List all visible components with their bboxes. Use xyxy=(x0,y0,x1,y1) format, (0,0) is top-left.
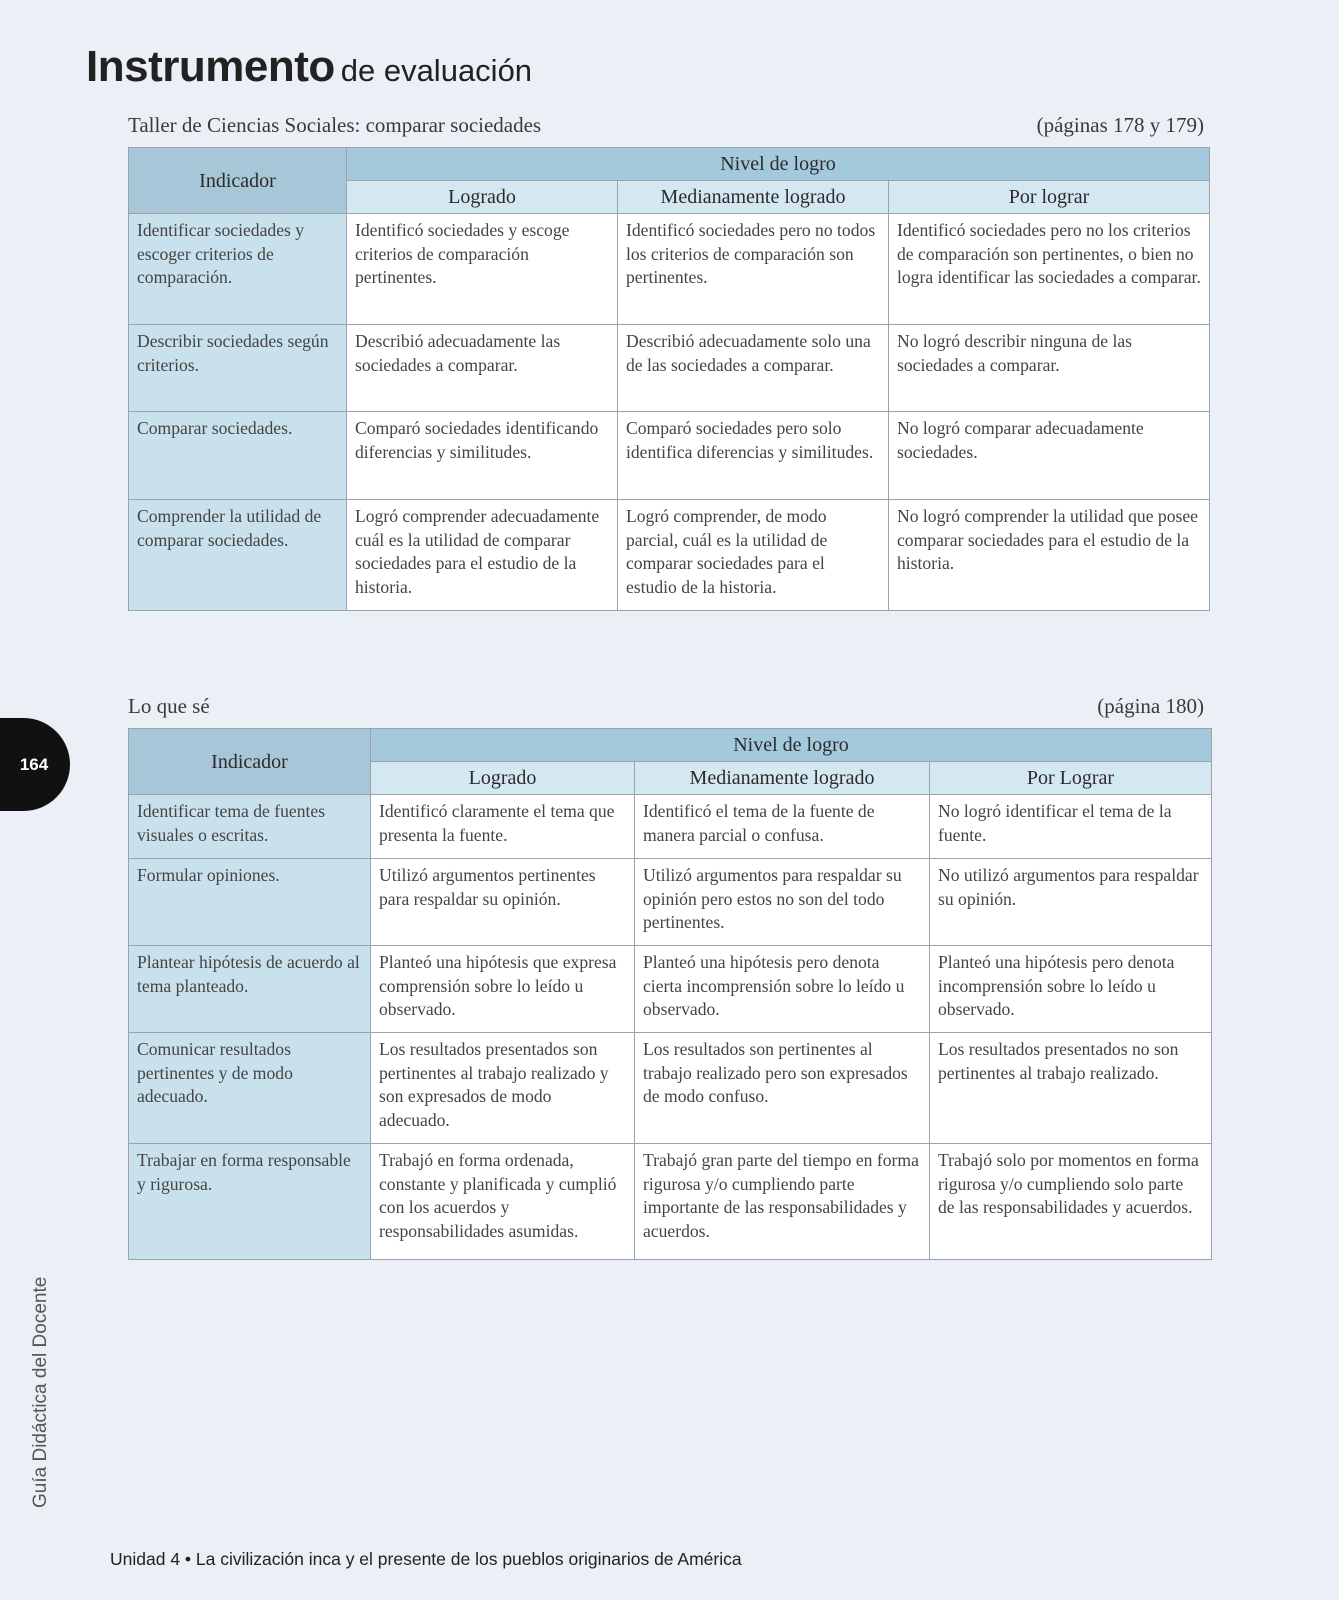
section1-pages: (páginas 178 y 179) xyxy=(1036,113,1204,137)
logrado-cell: Describió adecuadamente las sociedades a comparar. xyxy=(347,325,618,412)
indicador-cell: Plantear hipótesis de acuerdo al tema planteado. xyxy=(129,946,371,1033)
medianamente-cell: Identificó sociedades pero no todos los criterios de comparación son pertinentes. xyxy=(618,214,889,325)
section2-header xyxy=(128,694,1204,719)
logrado-cell: Los resultados presentados son pertinentes al trabajo realizado y son expresados de modo adecuado. xyxy=(371,1033,635,1144)
table-row xyxy=(129,214,1210,325)
medianamente-cell: Trabajó gran parte del tiempo en forma rigurosa y/o cumpliendo parte importante de las responsabilidades y acuerdos. xyxy=(635,1144,930,1260)
por-lograr-cell: No utilizó argumentos para respaldar su opinión. xyxy=(930,859,1212,946)
indicador-cell: Comprender la utilidad de comparar sociedades. xyxy=(129,500,347,611)
header-medianamente-logrado: Medianamente logrado xyxy=(618,181,889,214)
table-row xyxy=(129,946,1212,1033)
table-row xyxy=(129,325,1210,412)
table-row xyxy=(129,795,1212,859)
medianamente-cell: Identificó el tema de la fuente de manera parcial o confusa. xyxy=(635,795,930,859)
rubric-table-1 xyxy=(128,147,1210,611)
header-por-lograr: Por Lograr xyxy=(930,762,1212,795)
header-logrado: Logrado xyxy=(371,762,635,795)
medianamente-cell: Comparó sociedades pero solo identifica diferencias y similitudes. xyxy=(618,412,889,500)
por-lograr-cell: No logró describir ninguna de las sociedades a comparar. xyxy=(889,325,1210,412)
header-nivel-de-logro: Nivel de logro xyxy=(347,148,1210,181)
por-lograr-cell: No logró comparar adecuadamente sociedades. xyxy=(889,412,1210,500)
page-footer: Unidad 4 • La civilización inca y el presente de los pueblos originarios de América xyxy=(110,1549,742,1569)
por-lograr-cell: Trabajó solo por momentos en forma rigurosa y/o cumpliendo solo parte de las responsabilidades y acuerdos. xyxy=(930,1144,1212,1260)
side-label: Guía Didáctica del Docente xyxy=(30,1276,51,1508)
header-logrado: Logrado xyxy=(347,181,618,214)
por-lograr-cell: No logró identificar el tema de la fuente. xyxy=(930,795,1212,859)
page-title xyxy=(86,42,532,92)
indicador-cell: Identificar tema de fuentes visuales o escritas. xyxy=(129,795,371,859)
section2-name: Lo que sé xyxy=(128,694,210,718)
medianamente-cell: Logró comprender, de modo parcial, cuál es la utilidad de comparar sociedades para el estudio de la historia. xyxy=(618,500,889,611)
logrado-cell: Planteó una hipótesis que expresa comprensión sobre lo leído u observado. xyxy=(371,946,635,1033)
section1-name: Taller de Ciencias Sociales: comparar sociedades xyxy=(128,113,542,137)
medianamente-cell: Utilizó argumentos para respaldar su opinión pero estos no son del todo pertinentes. xyxy=(635,859,930,946)
indicador-cell: Describir sociedades según criterios. xyxy=(129,325,347,412)
medianamente-cell: Planteó una hipótesis pero denota cierta incomprensión sobre lo leído u observado. xyxy=(635,946,930,1033)
medianamente-cell: Los resultados son pertinentes al trabajo realizado pero son expresados de modo confuso. xyxy=(635,1033,930,1144)
medianamente-cell: Describió adecuadamente solo una de las sociedades a comparar. xyxy=(618,325,889,412)
header-por-lograr: Por lograr xyxy=(889,181,1210,214)
page-number-tab xyxy=(0,718,70,811)
title-main: Instrumento xyxy=(86,42,335,91)
logrado-cell: Identificó claramente el tema que presenta la fuente. xyxy=(371,795,635,859)
por-lograr-cell: Planteó una hipótesis pero denota incomprensión sobre lo leído u observado. xyxy=(930,946,1212,1033)
rubric-table-2 xyxy=(128,728,1212,1260)
table-row xyxy=(129,1033,1212,1144)
logrado-cell: Comparó sociedades identificando diferencias y similitudes. xyxy=(347,412,618,500)
logrado-cell: Logró comprender adecuadamente cuál es la utilidad de comparar sociedades para el estudio de la historia. xyxy=(347,500,618,611)
indicador-cell: Identificar sociedades y escoger criterios de comparación. xyxy=(129,214,347,325)
logrado-cell: Identificó sociedades y escoge criterios de comparación pertinentes. xyxy=(347,214,618,325)
logrado-cell: Trabajó en forma ordenada, constante y planificada y cumplió con los acuerdos y responsabilidades asumidas. xyxy=(371,1144,635,1260)
header-nivel-de-logro: Nivel de logro xyxy=(371,729,1212,762)
header-indicador: Indicador xyxy=(129,729,371,795)
title-rest: de evaluación xyxy=(340,53,533,88)
page-number: 164 xyxy=(19,754,49,774)
table-row xyxy=(129,859,1212,946)
section2-pages: (página 180) xyxy=(1097,694,1204,718)
table-row xyxy=(129,500,1210,611)
por-lograr-cell: No logró comprender la utilidad que posee comparar sociedades para el estudio de la historia. xyxy=(889,500,1210,611)
logrado-cell: Utilizó argumentos pertinentes para respaldar su opinión. xyxy=(371,859,635,946)
table-row xyxy=(129,412,1210,500)
section1-header xyxy=(128,113,1204,138)
indicador-cell: Comunicar resultados pertinentes y de modo adecuado. xyxy=(129,1033,371,1144)
header-medianamente-logrado: Medianamente logrado xyxy=(635,762,930,795)
table-row xyxy=(129,1144,1212,1260)
indicador-cell: Formular opiniones. xyxy=(129,859,371,946)
header-indicador: Indicador xyxy=(129,148,347,214)
indicador-cell: Comparar sociedades. xyxy=(129,412,347,500)
por-lograr-cell: Identificó sociedades pero no los criterios de comparación son pertinentes, o bien no logra identificar las sociedades a comparar. xyxy=(889,214,1210,325)
indicador-cell: Trabajar en forma responsable y rigurosa. xyxy=(129,1144,371,1260)
por-lograr-cell: Los resultados presentados no son pertinentes al trabajo realizado. xyxy=(930,1033,1212,1144)
